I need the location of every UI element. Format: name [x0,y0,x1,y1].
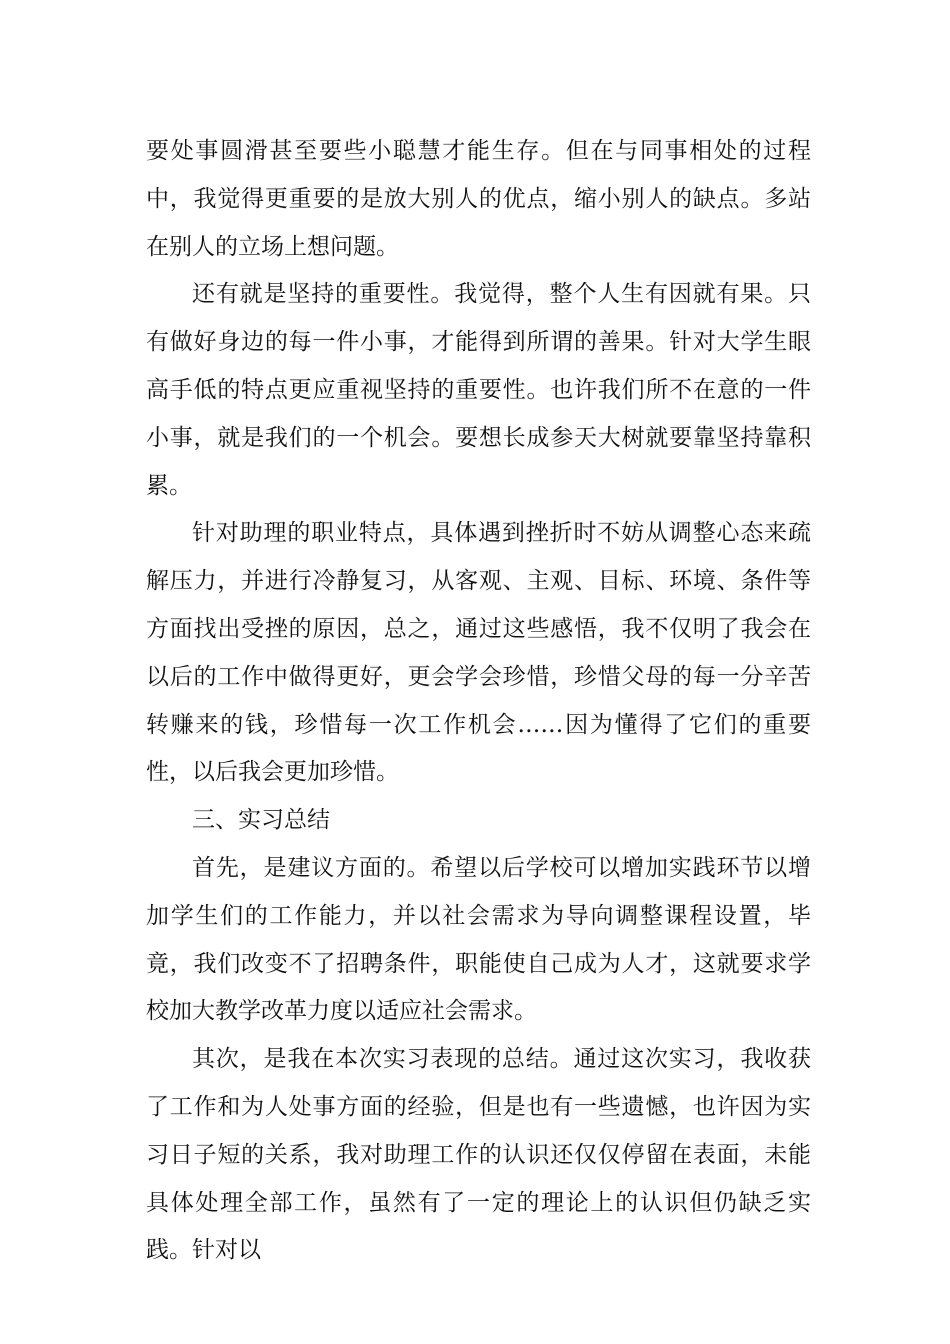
body-text [146,128,811,1275]
paragraph-continuation: 要处事圆滑甚至要些小聪慧才能生存。但在与同事相处的过程中，我觉得更重要的是放大别人的优点，缩小别人的缺点。多站在别人的立场上想问题。 [146,138,811,260]
paragraph-perseverance: 还有就是坚持的重要性。我觉得，整个人生有因就有果。只有做好身边的每一件小事，才能得到所谓的善果。针对大学生眼高手低的特点更应重视坚持的重要性。也许我们所不在意的一件小事，就是我们的一个机会。要想长成参天大树就要靠坚持靠积累。 [146,281,811,499]
paragraph-performance-summary: 其次，是我在本次实习表现的总结。通过这次实习，我收获了工作和为人处事方面的经验，但是也有一些遗憾，也许因为实习日子短的关系，我对助理工作的认识还仅仅停留在表面，未能具体处理全部工作，虽然有了一定的理论上的认识但仍缺乏实践。针对以 [146,1046,811,1264]
paragraph-suggestions: 首先，是建议方面的。希望以后学校可以增加实践环节以增加学生们的工作能力，并以社会需求为导向调整课程设置，毕竟，我们改变不了招聘条件，职能使自己成为人才，这就要求学校加大教学改革力度以适应社会需求。 [146,854,811,1025]
paragraph-setbacks: 针对助理的职业特点，具体遇到挫折时不妨从调整心态来疏解压力，并进行冷静复习，从客观、主观、目标、环境、条件等方面找出受挫的原因，总之，通过这些感悟，我不仅明了我会在以后的工作中做得更好，更会学会珍惜，珍惜父母的每一分辛苦转赚来的钱，珍惜每一次工作机会……因为懂得了它们的重要性，以后我会更加珍惜。 [146,520,811,786]
section-heading-internship-summary: 三、实习总结 [192,807,330,834]
